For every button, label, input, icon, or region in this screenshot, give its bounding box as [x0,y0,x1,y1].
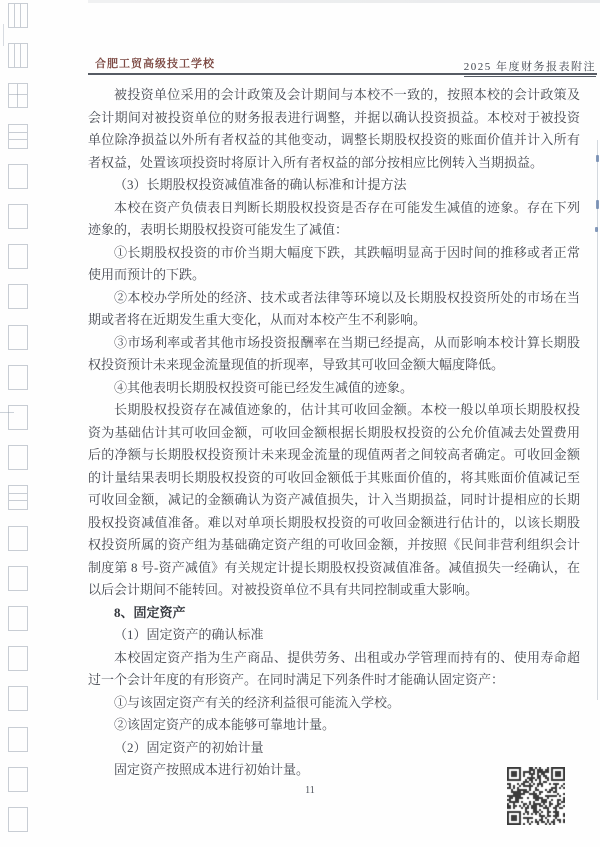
ink-speck [596,200,599,209]
paragraph: ①与该固定资产有关的经济利益很可能流入学校。 [114,694,401,710]
paragraph: 固定资产按照成本进行初始计量。 [114,762,310,777]
binding-mark [8,566,28,591]
paragraph: 本校在资产负债表日判断长期股权投资是否存在可能发生减值的迹象。存在下列迹象的，表明长期股权投资可能发生了减值： [88,199,580,237]
binding-mark [8,164,28,189]
paragraph: ④其他表明长期股权投资可能已经发生减值的迹象。 [114,379,414,395]
binding-mark [8,405,28,430]
binding-mark [8,686,28,711]
ink-speck [596,155,599,162]
ink-speck [595,227,598,232]
binding-mark [8,124,28,149]
binding-mark [8,807,28,832]
binding-mark [8,485,28,510]
binding-mark [8,767,28,792]
binding-mark [8,606,28,631]
scan-left-edge [3,24,4,46]
binding-mark [8,325,28,350]
binding-mark [8,727,28,752]
binding-mark [8,646,28,671]
paragraph: （3）长期股权投资减值准备的确认标准和计提方法 [114,177,407,192]
binding-mark [8,83,28,108]
scan-right-edge [597,140,598,700]
binding-mark [8,445,28,470]
paragraph: ②该固定资产的成本能够可靠地计量。 [114,717,336,732]
paragraph: 本校固定资产指为生产商品、提供劳务、出租或办学管理而持有的、使用寿命超过一个会计年度的有形资产。在同时满足下列条件时才能确认固定资产： [88,649,580,687]
binding-mark [8,204,28,229]
document-body [88,84,580,782]
report-title: 2025 年度财务报表附注 [464,58,596,77]
paragraph: 被投资单位采用的会计政策及会计期间与本校不一致的，按照本校的会计政策及会计期间对被投资单位的财务报表进行调整，并据以确认投资损益。本校对于被投资单位除净损益以外所有者权益的其他变动，调整长期股权投资的账面价值并计入所有者权益，处置该项投资时将原计入所有者权益的部分按相应比例转入当期损益。 [88,87,580,170]
header-rule [88,73,597,75]
scan-top-edge [88,0,600,3]
page-number: 11 [305,785,315,796]
paragraph: 长期股权投资存在减值迹象的，估计其可收回金额。本校一般以单项长期股权投资为基础估计其可收回金额，可收回金额根据长期股权投资的公允价值减去处置费用后的净额与长期股权投资预计未来现金流量的现值两者之间较高者确定。可收回金额的计量结果表明长期股权投资的可收回金额低于其账面价值的，将其账面价值减记至可收回金额，减记的金额确认为资产减值损失，计入当期损益，同时计提相应的长期股权投资减值准备。难以对单项长期股权投资的可收回金额进行估计的，以该长期股权投资所属的资产组为基础确定资产组的可收回金额，并按照《民间非营利组织会计制度第 8 号-资产减值》有关规定计提长期股权投资减值准备。减值损失一经确认，在以后会计期间不能转回。对被投资单位不具有共同控制或重大影响。 [88,402,580,597]
binding-mark [8,3,28,28]
paragraph: 8、固定资产 [114,604,186,620]
qr-code [507,767,565,825]
paragraph: （2）固定资产的初始计量 [114,739,264,755]
school-name: 合肥工贸高级技工学校 [95,58,215,70]
binding-mark [8,284,28,309]
paragraph: ③市场利率或者其他市场投资报酬率在当期已经提高，从而影响本校计算长期股权投资预计未来现金流量现值的折现率，导致其可收回金额大幅度降低。 [88,334,580,372]
paragraph: ①长期股权投资的市价当期大幅度下跌，其跌幅明显高于因时间的推移或者正常使用而预计的下跌。 [88,244,580,282]
binding-mark [8,365,28,390]
paragraph: ②本校办学所处的经济、技术或者法律等环境以及长期股权投资所处的市场在当期或者将在近期发生重大变化，从而对本校产生不利影响。 [88,289,580,327]
binding-mark [8,43,28,68]
binding-mark [8,526,28,551]
binding-mark [8,244,28,269]
paragraph: （1）固定资产的确认标准 [114,627,264,642]
